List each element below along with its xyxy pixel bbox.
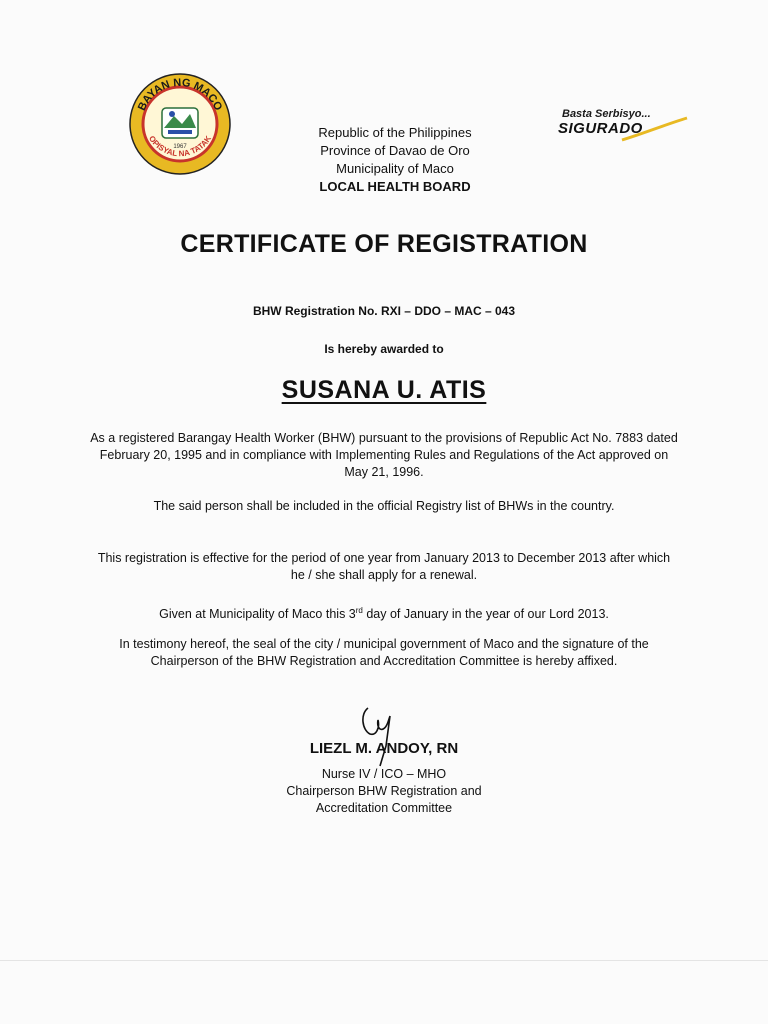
header-province: Province of Davao de Oro — [320, 143, 470, 158]
given-at-sup: rd — [355, 606, 363, 615]
page-divider — [0, 960, 768, 961]
signatory-name: LIEZL M. ANDOY, RN — [309, 740, 459, 757]
paragraph-legal-basis: As a registered Barangay Health Worker (BHW) pursuant to the provisions of Republic Act No. 7883 dated February 20, 1995 and in compliance with Implementing Rules and Regulations of the Act approved on May 21, 1996. — [90, 431, 678, 479]
slogan-small-text: Basta Serbisyo... — [562, 108, 651, 120]
awarded-to-text: Is hereby awarded to — [324, 342, 444, 356]
document-header — [240, 124, 550, 196]
slogan-logo — [552, 108, 692, 148]
document-title: CERTIFICATE OF REGISTRATION — [180, 230, 588, 258]
handwritten-signature — [350, 700, 400, 770]
signatory-title-3: Accreditation Committee — [315, 801, 453, 815]
paragraph-given-at — [90, 602, 678, 623]
given-at-post: day of January in the year of our Lord 2013. — [362, 607, 609, 622]
slogan-big-text: SIGURADO — [558, 120, 643, 137]
seal-year: 1967 — [173, 144, 187, 150]
header-country: Republic of the Philippines — [318, 125, 472, 140]
recipient-name — [0, 376, 768, 405]
municipal-seal-icon — [128, 72, 232, 176]
paragraph-validity: This registration is effective for the period of one year from January 2013 to December 2013 after which he / she shall apply for a renewal. — [97, 551, 671, 582]
given-at-pre: Given at Municipality of Maco this 3 — [159, 607, 356, 622]
seal-text-top: BAYAN NG MACO — [135, 76, 225, 113]
registration-number: BHW Registration No. RXI – DDO – MAC – 043 — [252, 304, 516, 318]
recipient-name-text: SUSANA U. ATIS — [281, 376, 487, 404]
seal-text-bottom: OPISYAL NA TATAK — [146, 134, 214, 159]
signatory-title-1: Nurse IV / ICO – MHO — [321, 767, 447, 781]
signatory-titles — [0, 766, 768, 817]
paragraph-testimony: In testimony hereof, the seal of the city / municipal government of Maco and the signature of the Chairperson of the BHW Registration and Accreditation Committee is hereby affixed. — [119, 637, 649, 668]
header-municipality: Municipality of Maco — [336, 161, 454, 176]
signatory-title-2: Chairperson BHW Registration and — [286, 784, 482, 798]
header-office: LOCAL HEALTH BOARD — [319, 179, 471, 194]
paragraph-registry: The said person shall be included in the official Registry list of BHWs in the country. — [153, 499, 615, 513]
swoosh-icon — [612, 114, 692, 144]
